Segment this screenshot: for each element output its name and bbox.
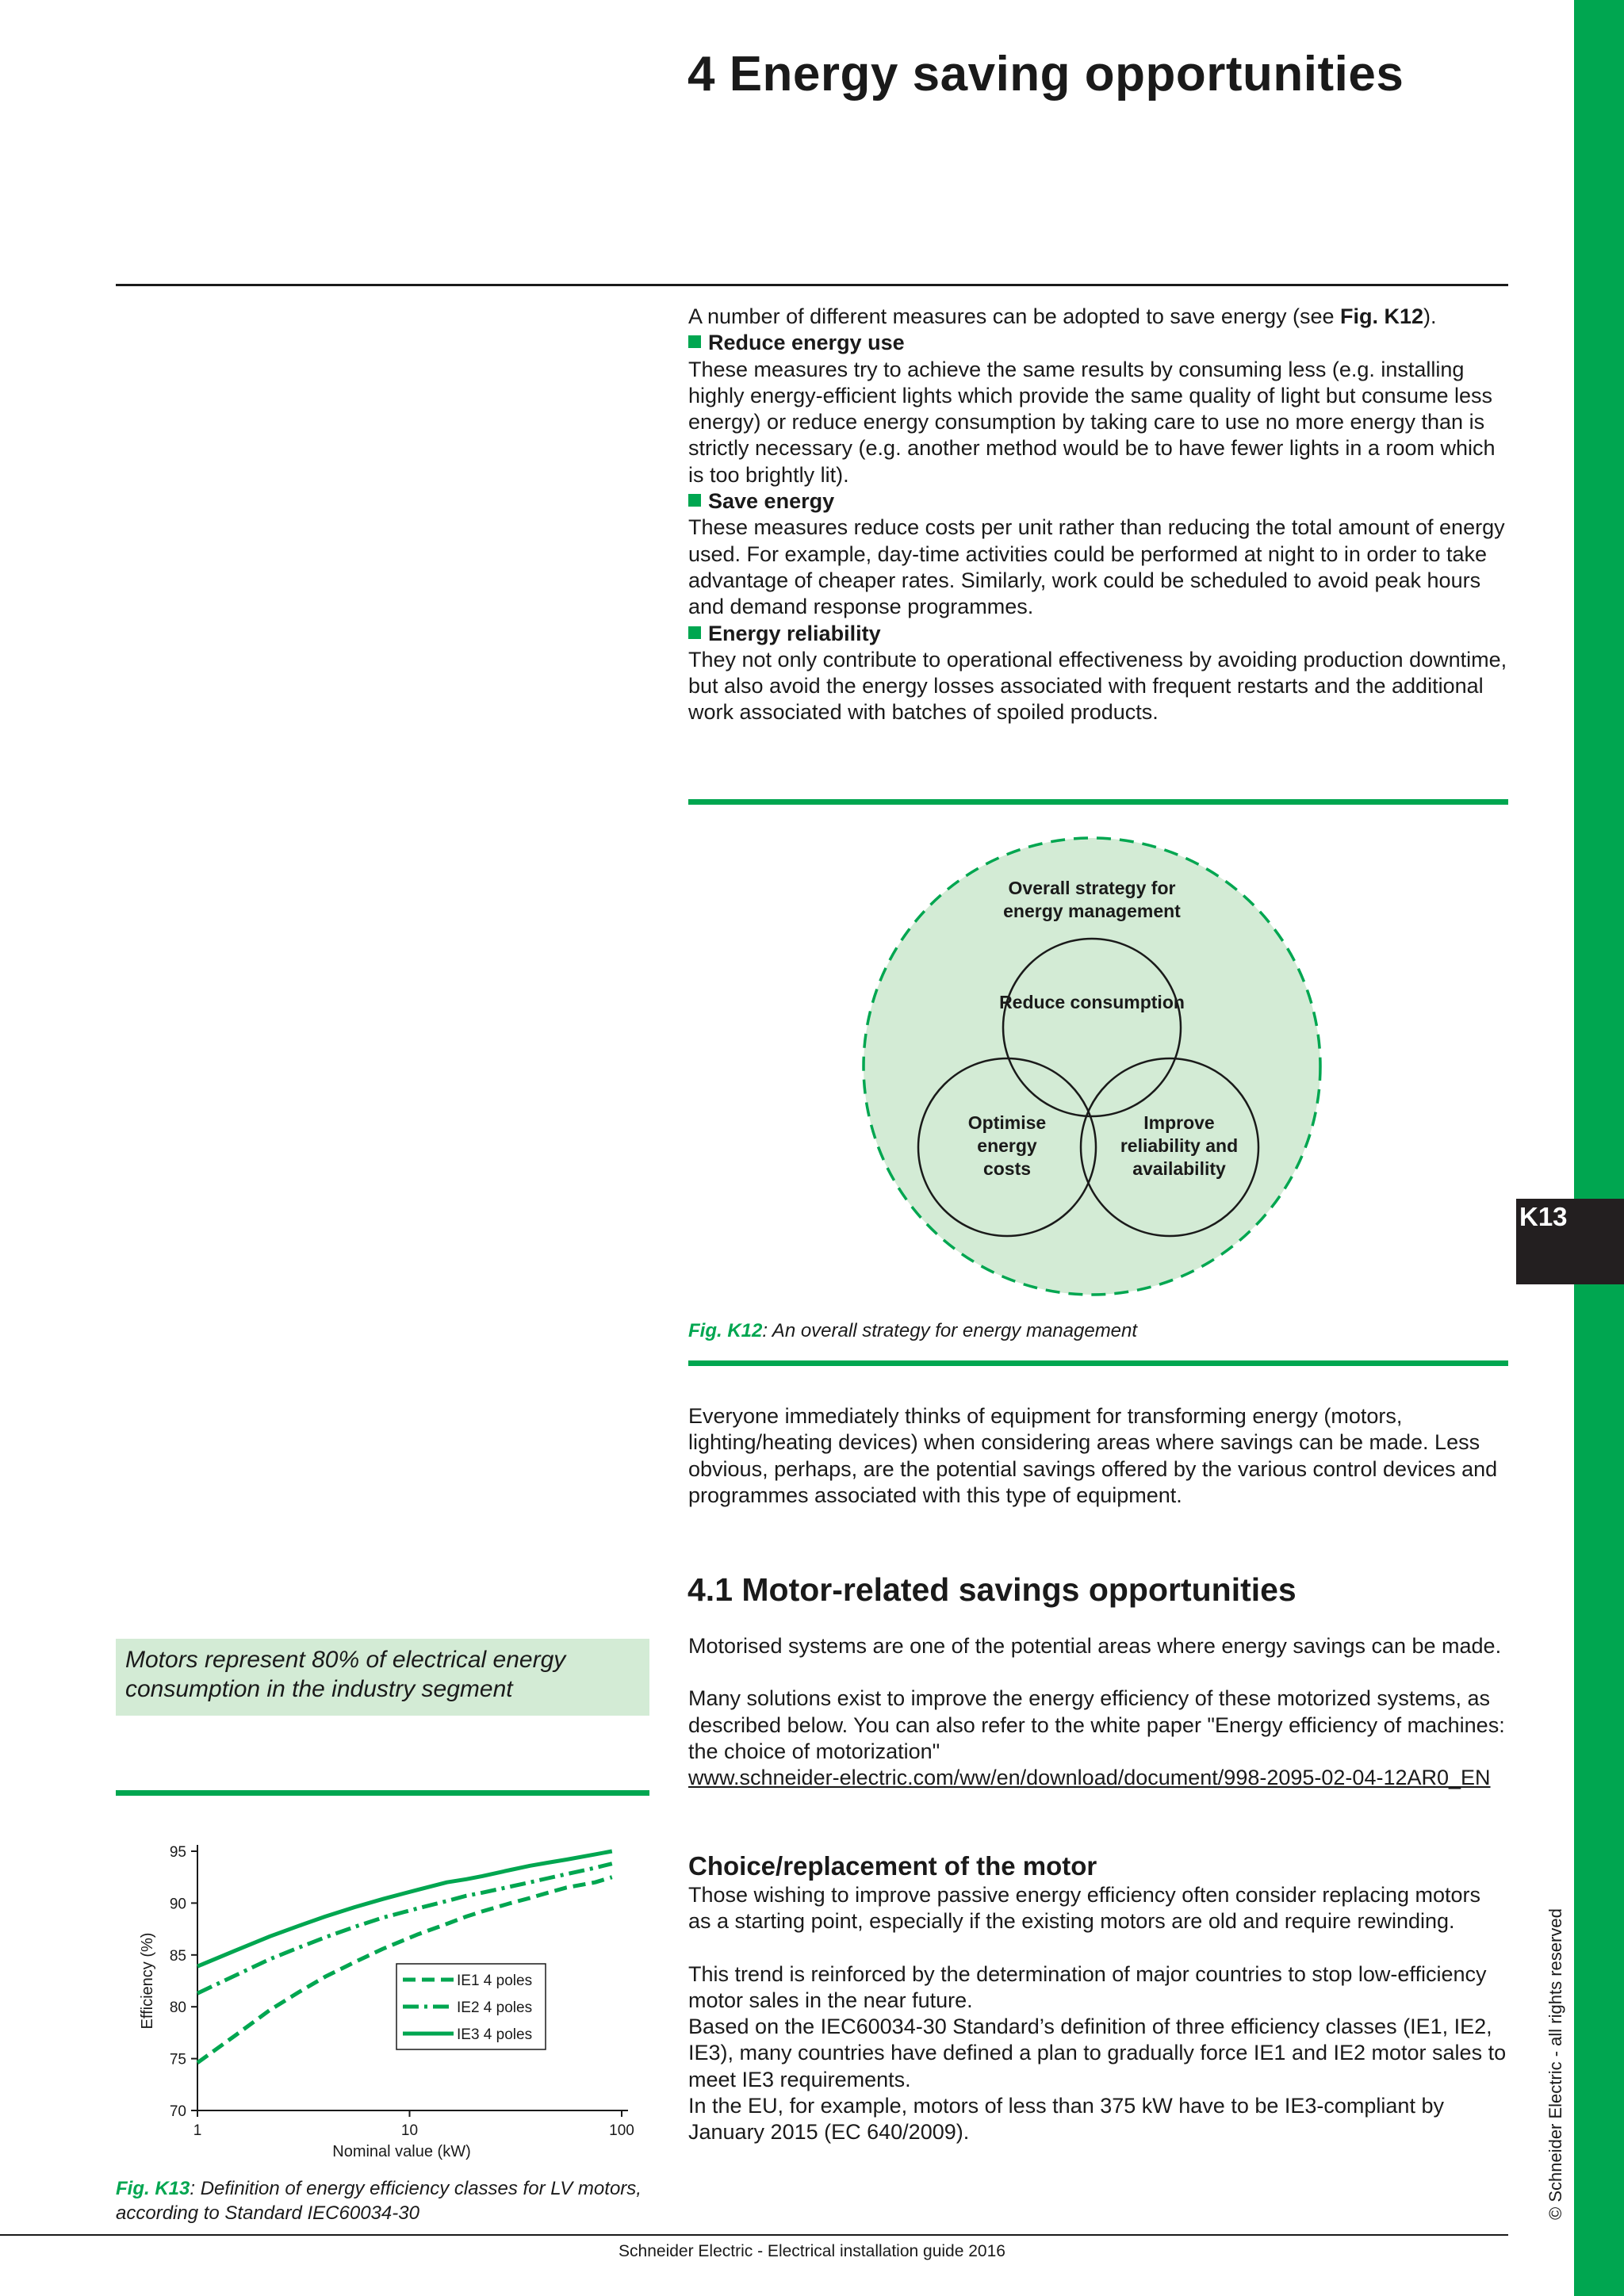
paragraph: Many solutions exist to improve the energy efficiency of these motorized systems, as described below. You can also refer to the white paper "Energy efficiency of machines: the choice of motorization" — [688, 1686, 1505, 1763]
series-line-ie3-4-poles — [197, 1851, 612, 1966]
y-tick-label: 85 — [169, 1947, 186, 1965]
y-tick-label: 90 — [169, 1896, 186, 1913]
fig-k13-caption: Fig. K13: Definition of energy efficiency classes for LV motors, according to Standard IEC60034-30 — [116, 2178, 642, 2224]
section-heading-4-1: 4.1 Motor-related savings opportunities — [688, 1571, 1297, 1608]
intro-block — [688, 304, 1509, 726]
y-tick-label: 70 — [169, 2103, 186, 2120]
figure-bottom-rule — [688, 1360, 1508, 1366]
x-tick-label: 1 — [193, 2122, 202, 2139]
square-bullet-icon — [688, 626, 701, 639]
right-green-band — [1574, 0, 1624, 2296]
bullet-text: These measures reduce costs per unit rather than reducing the total amount of energy used. For example, day-time activities could be performed at night to in order to take advantage of cheaper rates. Similarly, work could be scheduled to avoid peak hours and demand response programmes. — [688, 515, 1505, 619]
fig-k12-reference[interactable]: Fig. K12 — [1340, 304, 1424, 328]
bullet-heading: Energy reliability — [688, 621, 1509, 647]
y-tick-label: 80 — [169, 1999, 186, 2017]
optimise-costs-label: Optimise energy costs — [967, 1112, 1047, 1179]
bullet-heading: Reduce energy use — [688, 330, 1509, 356]
paragraph: Motorised systems are one of the potential areas where energy savings can be made. — [688, 1634, 1502, 1658]
outer-strategy-label: Overall strategy for energy management — [1003, 878, 1181, 921]
chart-top-rule — [116, 1790, 649, 1796]
copyright-notice: © Schneider Electric - all rights reserved — [1545, 1908, 1565, 2220]
reduce-consumption-label: Reduce consumption — [999, 992, 1185, 1012]
paragraph: This trend is reinforced by the determination of major countries to stop low-efficiency motor sales in the near future. — [688, 1961, 1487, 2012]
bullet-text: They not only contribute to operational effectiveness by avoiding production downtime, but also avoid the energy losses associated with frequent restarts and the additional work associated with batches of spoiled products. — [688, 647, 1507, 725]
title-rule — [116, 284, 1508, 286]
legend-label: IE1 4 poles — [457, 1973, 533, 1989]
side-note-box: Motors represent 80% of electrical energy consumption in the industry segment — [116, 1639, 649, 1716]
legend-label: IE3 4 poles — [457, 2026, 533, 2043]
paragraph: Based on the IEC60034-30 Standard’s definition of three efficiency classes (IE1, IE2, IE3), many countries have defined a plan to gradually force IE1 and IE2 motor sales to meet IE3 requirements. — [688, 2015, 1507, 2091]
bullet-text: These measures try to achieve the same results by consuming less (e.g. installing highly energy-efficient lights which provide the same quality of light but consume less energy) or reduce energy consumption by taking care to use no more energy than is strictly necessary (e.g. another method would be to have fewer lights in a room which is too brightly lit). — [688, 357, 1496, 487]
improve-reliability-label: Improve reliability and availability — [1120, 1112, 1239, 1179]
white-paper-link[interactable]: www.schneider-electric.com/ww/en/download/document/998-2095-02-04-12AR0_EN — [688, 1766, 1491, 1790]
x-tick-label: 100 — [609, 2122, 634, 2139]
bullet-heading: Save energy — [688, 488, 1509, 515]
paragraph: In the EU, for example, motors of less than 375 kW have to be IE3-compliant by January 2015 (EC 640/2009). — [688, 2094, 1444, 2145]
page-footer: Schneider Electric - Electrical installation guide 2016 — [619, 2242, 1005, 2260]
y-tick-label: 75 — [169, 2051, 186, 2068]
y-axis-label: Efficiency (%) — [139, 1932, 156, 2030]
page-tab: K13 — [1516, 1199, 1624, 1284]
page-title: 4 Energy saving opportunities — [688, 47, 1404, 101]
x-axis-label: Nominal value (kW) — [332, 2143, 471, 2160]
intro-lead: A number of different measures can be adopted to save energy (see Fig. K12). — [688, 304, 1437, 328]
motor-choice-text — [688, 1882, 1509, 2146]
y-tick-label: 95 — [169, 1844, 186, 1861]
footer-rule — [0, 2234, 1508, 2236]
equipment-paragraph: Everyone immediately thinks of equipment for transforming energy (motors, lighting/heating devices) when considering areas where savings can be made. Less obvious, perhaps, are the potential savings offered by the various control devices and programmes associated with this type of equipment. — [688, 1404, 1498, 1507]
paragraph: Those wishing to improve passive energy efficiency often consider replacing motors as a starting point, especially if the existing motors are old and require rewinding. — [688, 1883, 1480, 1934]
square-bullet-icon — [688, 335, 701, 348]
x-tick-label: 10 — [400, 2122, 419, 2139]
fig-k12-caption: Fig. K12: An overall strategy for energy management — [688, 1320, 1138, 1341]
motor-choice-heading: Choice/replacement of the motor — [688, 1851, 1097, 1881]
square-bullet-icon — [688, 494, 701, 507]
figure-top-rule — [688, 799, 1508, 805]
legend-label: IE2 4 poles — [457, 1999, 533, 2016]
efficiency-chart — [116, 1823, 649, 2180]
motor-section-text — [688, 1633, 1509, 1791]
